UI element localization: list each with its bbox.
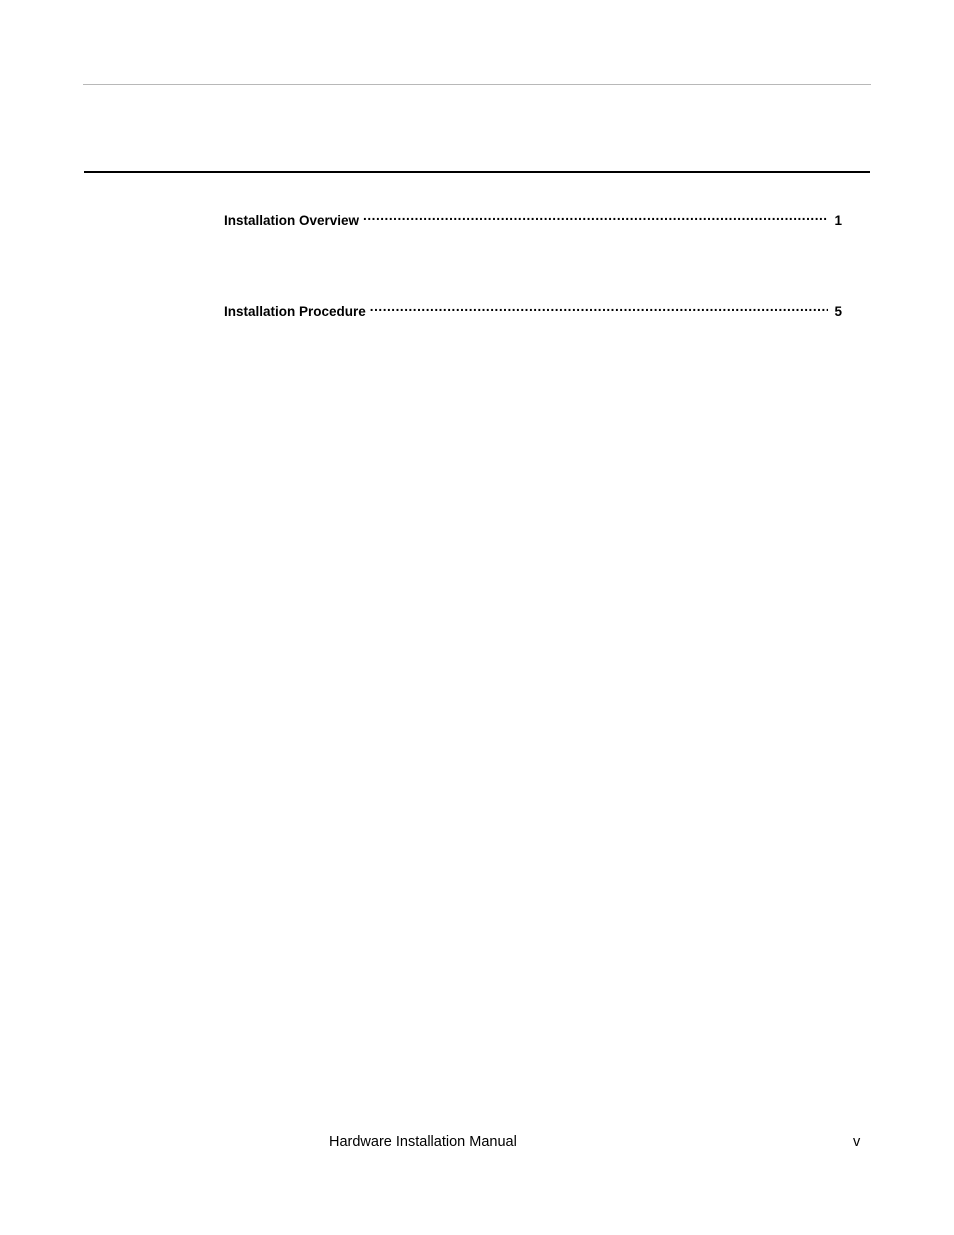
- footer-page-number: v: [853, 1134, 861, 1150]
- toc-entry-installation-procedure[interactable]: [224, 298, 842, 319]
- footer-manual-title: Hardware Installation Manual: [329, 1134, 517, 1150]
- toc-entry-page: 1: [834, 213, 842, 228]
- toc-entry-page: 5: [834, 304, 842, 319]
- section-rule: [84, 171, 870, 173]
- table-of-contents: [224, 207, 842, 319]
- toc-dot-leader: [363, 207, 828, 225]
- toc-entry-installation-overview[interactable]: [224, 207, 842, 228]
- toc-dot-leader: [370, 298, 829, 316]
- toc-entry-title: Installation Procedure: [224, 304, 366, 319]
- header-rule: [83, 84, 871, 85]
- toc-entry-title: Installation Overview: [224, 213, 360, 228]
